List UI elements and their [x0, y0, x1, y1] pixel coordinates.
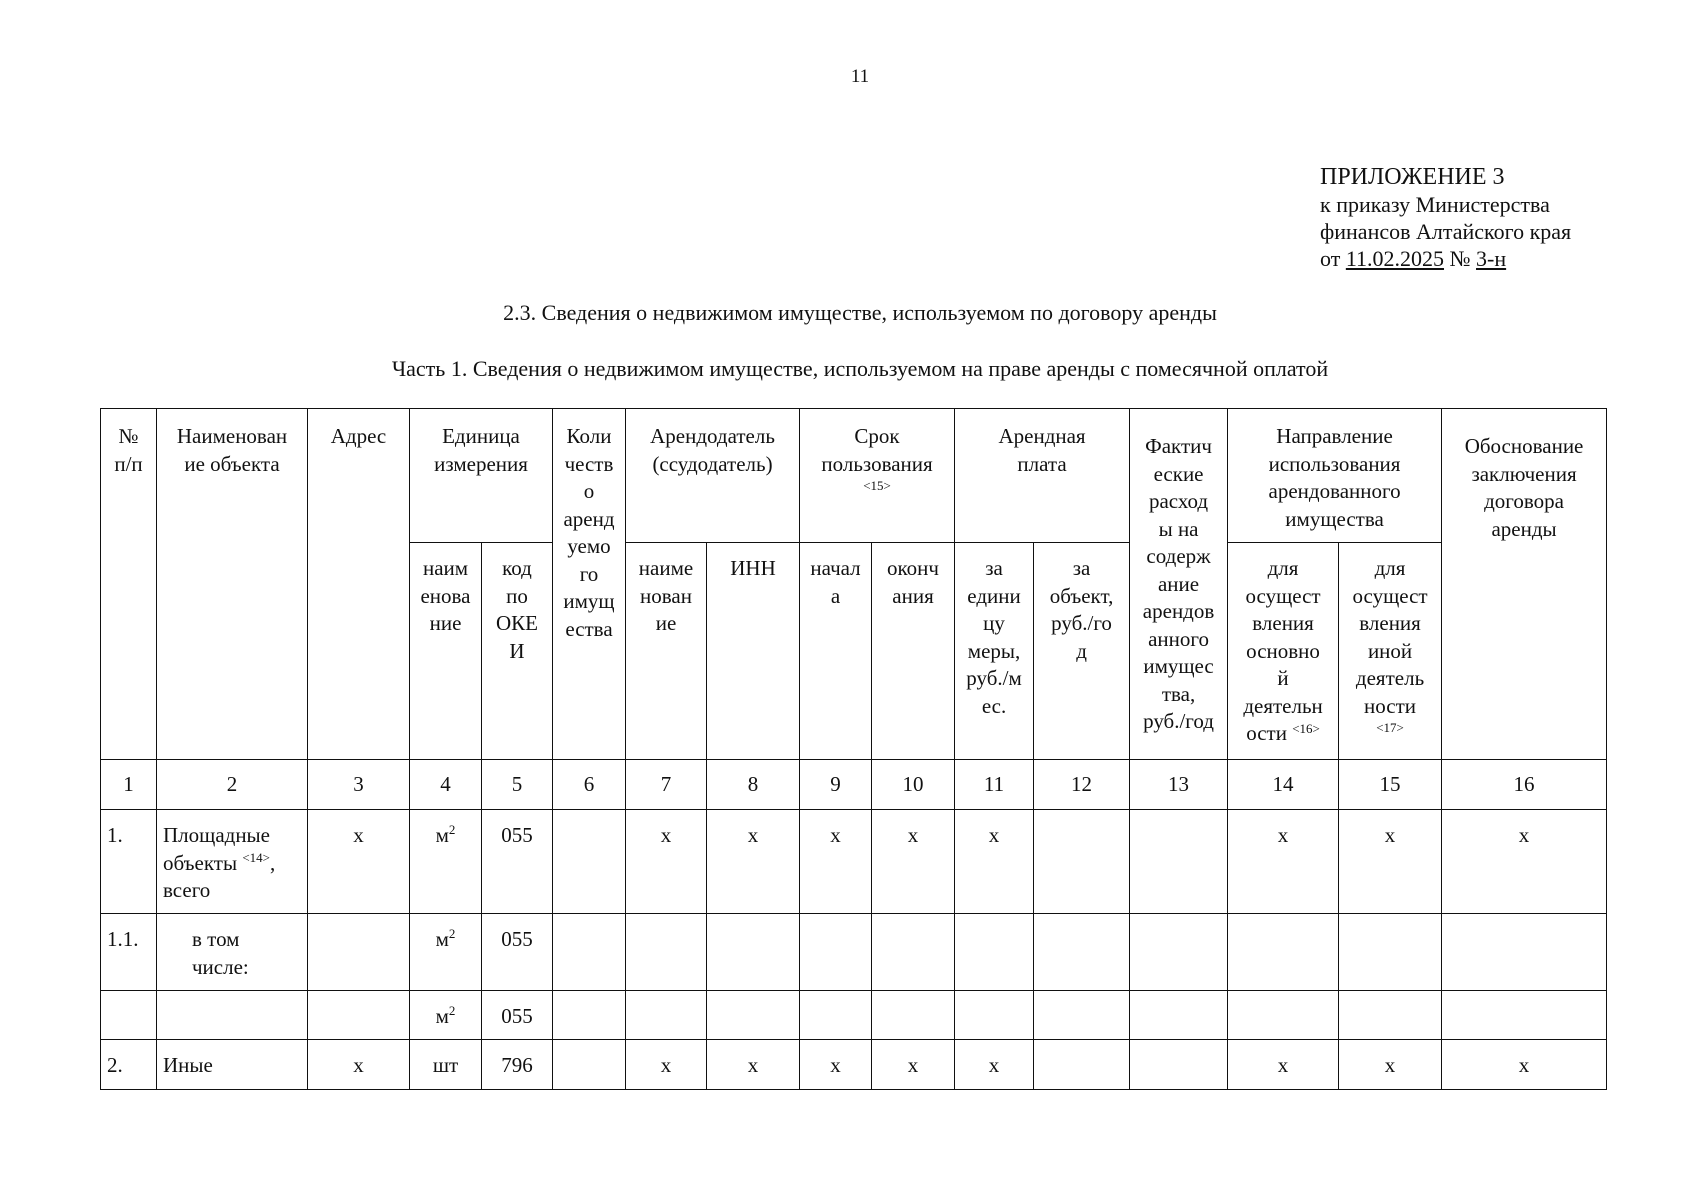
column-number: 5 — [482, 760, 553, 810]
column-number: 4 — [410, 760, 482, 810]
column-number: 12 — [1034, 760, 1130, 810]
row-direction-main: x — [1228, 810, 1339, 914]
column-number: 14 — [1228, 760, 1339, 810]
header-address: Адрес — [308, 409, 410, 760]
row-lessor-inn: x — [707, 1040, 800, 1090]
column-number: 10 — [872, 760, 955, 810]
header-unit-name: наим енова ние — [410, 543, 482, 760]
column-number-row — [101, 760, 1607, 810]
header-lessor: Арендодатель (ссудодатель) — [626, 409, 800, 543]
row-name — [157, 991, 308, 1040]
appendix-date-line — [1320, 245, 1571, 272]
row-address: x — [308, 1040, 410, 1090]
row-number: 2. — [101, 1040, 157, 1090]
row-address — [308, 914, 410, 991]
row-unit-code: 055 — [482, 991, 553, 1040]
row-basis — [1442, 991, 1607, 1040]
row-direction-main: x — [1228, 1040, 1339, 1090]
row-term-start: x — [800, 810, 872, 914]
row-unit-code: 796 — [482, 1040, 553, 1090]
header-basis: Обоснование заключения договора аренды — [1442, 409, 1607, 760]
row-direction-main — [1228, 914, 1339, 991]
row-name: Площадные объекты $^{<14>}$, всего — [157, 810, 308, 914]
dir-other-footnote-ref: <17> — [1376, 720, 1404, 735]
property-table — [100, 408, 1607, 1090]
column-number: 16 — [1442, 760, 1607, 810]
row-term-end: x — [872, 1040, 955, 1090]
column-number: 2 — [157, 760, 308, 810]
row-unit-code: 055 — [482, 810, 553, 914]
row-actual-costs — [1130, 991, 1228, 1040]
row-lessor-name: x — [626, 810, 707, 914]
row-lessor-name — [626, 991, 707, 1040]
row-lessor-inn: x — [707, 810, 800, 914]
row-lessor-name — [626, 914, 707, 991]
table-row — [101, 991, 1607, 1040]
page-number: 11 — [850, 66, 870, 87]
header-actual-costs: Фактич еские расход ы на содерж ание арендов анного имущес тва, руб./год — [1130, 409, 1228, 760]
row-address — [308, 991, 410, 1040]
row-direction-other: x — [1339, 1040, 1442, 1090]
header-lessor-inn: ИНН — [707, 543, 800, 760]
appendix-line-2: финансов Алтайского края — [1320, 219, 1572, 244]
row-term-end — [872, 914, 955, 991]
dir-main-footnote-ref: <16> — [1292, 721, 1320, 736]
header-unit: Единица измерения — [410, 409, 553, 543]
name-footnote-ref: <14> — [242, 849, 270, 865]
row-basis: x — [1442, 1040, 1607, 1090]
row-unit-name: $м^2$ — [410, 810, 482, 914]
header-direction-main: для осущест вления основно й деятельн ости $^{<16>}$ — [1228, 543, 1339, 760]
column-number: 11 — [955, 760, 1034, 810]
row-unit-code: 055 — [482, 914, 553, 991]
row-basis: x — [1442, 810, 1607, 914]
column-number: 13 — [1130, 760, 1228, 810]
column-number: 15 — [1339, 760, 1442, 810]
appendix-block — [1320, 164, 1571, 272]
row-direction-other: x — [1339, 810, 1442, 914]
header-unit-code: код по ОКЕ И — [482, 543, 553, 760]
row-quantity — [553, 810, 626, 914]
row-name: в том числе: — [157, 914, 308, 991]
table-row — [101, 810, 1607, 914]
row-unit-name: $м^2$ — [410, 991, 482, 1040]
row-lessor-inn — [707, 914, 800, 991]
header-lessor-name: наиме нован ие — [626, 543, 707, 760]
section-heading: 2.3. Сведения о недвижимом имуществе, используемом по договору аренды — [503, 300, 1217, 325]
row-term-end — [872, 991, 955, 1040]
row-term-start: x — [800, 1040, 872, 1090]
row-rent-per-object — [1034, 914, 1130, 991]
term-footnote-ref: <15> — [863, 478, 891, 493]
column-number: 3 — [308, 760, 410, 810]
header-name: Наименован ие объекта — [157, 409, 308, 760]
header-term-start: начал а — [800, 543, 872, 760]
header-quantity: Коли честв о аренд уемо го имущ ества — [553, 409, 626, 760]
appendix-number-sign: № — [1444, 246, 1477, 271]
column-number: 1 — [101, 760, 157, 810]
row-direction-other — [1339, 991, 1442, 1040]
row-number: 1.1. — [101, 914, 157, 991]
row-number — [101, 991, 157, 1040]
appendix-line-1: к приказу Министерства — [1320, 192, 1550, 217]
row-rent-per-unit — [955, 991, 1034, 1040]
appendix-date: 11.02.2025 — [1345, 246, 1445, 271]
column-number: 8 — [707, 760, 800, 810]
appendix-prefix: от — [1320, 246, 1346, 271]
header-row-1 — [101, 409, 1607, 543]
row-rent-per-unit: x — [955, 810, 1034, 914]
header-rent: Арендная плата — [955, 409, 1130, 543]
header-term-end: оконч ания — [872, 543, 955, 760]
part-heading: Часть 1. Сведения о недвижимом имуществе, используемом на праве аренды с помесячной оплатой — [391, 356, 1329, 381]
header-num: № п/п — [101, 409, 157, 760]
table-row — [101, 914, 1607, 991]
row-term-end: x — [872, 810, 955, 914]
row-quantity — [553, 1040, 626, 1090]
row-rent-per-object — [1034, 810, 1130, 914]
row-basis — [1442, 914, 1607, 991]
row-rent-per-object — [1034, 991, 1130, 1040]
row-address: x — [308, 810, 410, 914]
column-number: 7 — [626, 760, 707, 810]
row-rent-per-object — [1034, 1040, 1130, 1090]
row-actual-costs — [1130, 810, 1228, 914]
column-number: 6 — [553, 760, 626, 810]
row-direction-main — [1228, 991, 1339, 1040]
row-actual-costs — [1130, 1040, 1228, 1090]
appendix-title: ПРИЛОЖЕНИЕ 3 — [1320, 164, 1505, 190]
row-name: Иные — [157, 1040, 308, 1090]
header-direction-other: для осущест вления иной деятель ности <17> — [1339, 543, 1442, 760]
header-direction: Направление использования арендованного имущества — [1228, 409, 1442, 543]
header-rent-per-unit: за едини цу меры, руб./м ес. — [955, 543, 1034, 760]
header-rent-per-object: за объект, руб./го д — [1034, 543, 1130, 760]
row-term-start — [800, 914, 872, 991]
row-number: 1. — [101, 810, 157, 914]
row-unit-name: $м^2$ — [410, 914, 482, 991]
row-lessor-inn — [707, 991, 800, 1040]
row-direction-other — [1339, 914, 1442, 991]
row-actual-costs — [1130, 914, 1228, 991]
row-rent-per-unit — [955, 914, 1034, 991]
header-term: Срок пользования <15> — [800, 409, 955, 543]
row-quantity — [553, 914, 626, 991]
row-lessor-name: x — [626, 1040, 707, 1090]
row-unit-name: шт — [410, 1040, 482, 1090]
row-rent-per-unit: x — [955, 1040, 1034, 1090]
table-row — [101, 1040, 1607, 1090]
row-quantity — [553, 991, 626, 1040]
column-number: 9 — [800, 760, 872, 810]
appendix-number: 3-н — [1476, 246, 1507, 271]
row-term-start — [800, 991, 872, 1040]
